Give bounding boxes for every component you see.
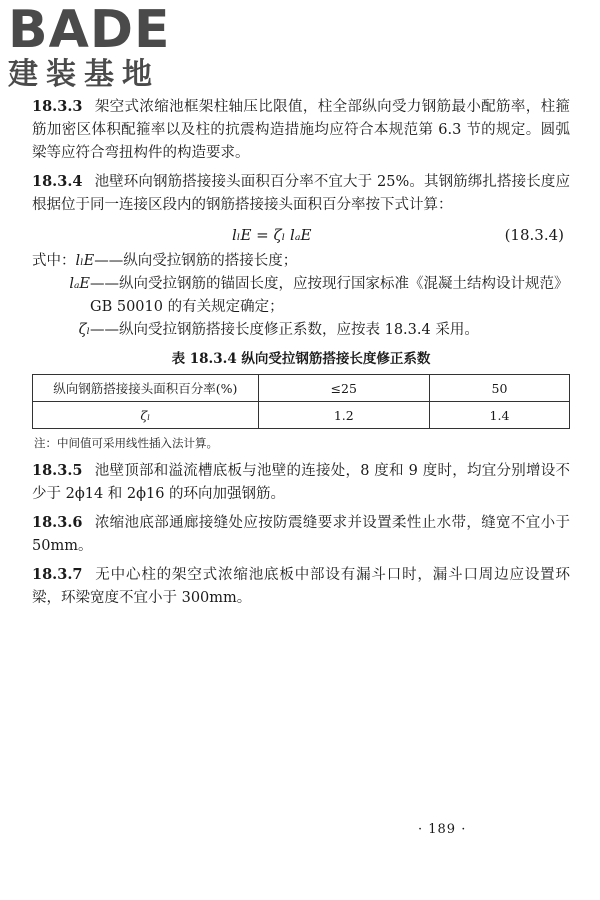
definition-symbol: ζₗ [78,322,90,338]
clause-text: 池壁环向钢筋搭接接头面积百分率不宜大于 25%。其钢筋绑扎搭接长度应根据位于同一连接区段内的钢筋搭接接头面积百分率按下式计算： [32,174,570,213]
brand-logo [8,0,171,92]
table-row [33,402,570,429]
definition-item [32,273,570,319]
definition-symbol: lₐE [69,276,90,292]
definition-item [32,319,570,342]
table-row [33,375,570,402]
table-title: 表 18.3.4 纵向受拉钢筋搭接长度修正系数 [171,351,431,367]
clause-18-3-3 [32,95,570,165]
clause-text: 浓缩池底部通廊接缝处应按防震缝要求并设置柔性止水带，缝宽不宜小于 50mm。 [32,515,570,554]
symbol-definitions [32,250,570,342]
clause-number: 18.3.7 [32,566,83,583]
definition-lead: 式中： [32,253,76,269]
definition-symbol: lₗE [75,253,95,269]
definition-text: ——纵向受拉钢筋的搭接长度； [94,253,298,269]
table-header-cell: 50 [430,375,570,402]
clause-number: 18.3.4 [32,173,83,190]
formula: lₗE = ζₗ lₐE [232,226,312,244]
definition-text: ——纵向受拉钢筋的锚固长度，应按现行国家标准《混凝土结构设计规范》GB 50010 的有关规定确定； [90,276,569,315]
table-cell: 1.2 [258,402,429,429]
document-body [32,95,570,615]
coefficient-table [32,374,570,429]
table-header-cell: 纵向钢筋搭接接头面积百分率(%) [33,375,259,402]
definition-text: ——纵向受拉钢筋搭接长度修正系数，应按表 18.3.4 采用。 [90,322,479,338]
clause-18-3-4 [32,170,570,217]
clause-18-3-6 [32,511,570,558]
clause-number: 18.3.3 [32,98,83,115]
table-note: 注：中间值可采用线性插入法计算。 [34,436,218,450]
clause-number: 18.3.5 [32,462,83,479]
page-number: · 189 · [418,822,467,837]
formula-number: (18.3.4) [504,226,564,244]
definition-item [32,250,570,273]
clause-text: 无中心柱的架空式浓缩池底板中部设有漏斗口时，漏斗口周边应设置环梁，环梁宽度不宜小于 300mm。 [32,567,570,606]
logo-subtitle: 建装基地 [8,57,160,92]
table-header-cell: ≤25 [258,375,429,402]
clause-18-3-5 [32,459,570,506]
table-cell: 1.4 [430,402,570,429]
clause-text: 架空式浓缩池框架柱轴压比限值，柱全部纵向受力钢筋最小配筋率，柱箍筋加密区体积配箍率以及柱的抗震构造措施均应符合本规范第 6.3 节的规定。圆弧梁等应符合弯扭构件的构造要求。 [32,99,570,161]
logo-wordmark: BADE [8,0,171,60]
table-cell: ζₗ [33,402,259,429]
clause-18-3-7 [32,563,570,610]
clause-text: 池壁顶部和溢流槽底板与池壁的连接处，8 度和 9 度时，均宜分别增设不少于 2ϕ14 和 2ϕ16 的环向加强钢筋。 [32,463,570,502]
formula-row [32,222,570,248]
clause-number: 18.3.6 [32,514,83,531]
